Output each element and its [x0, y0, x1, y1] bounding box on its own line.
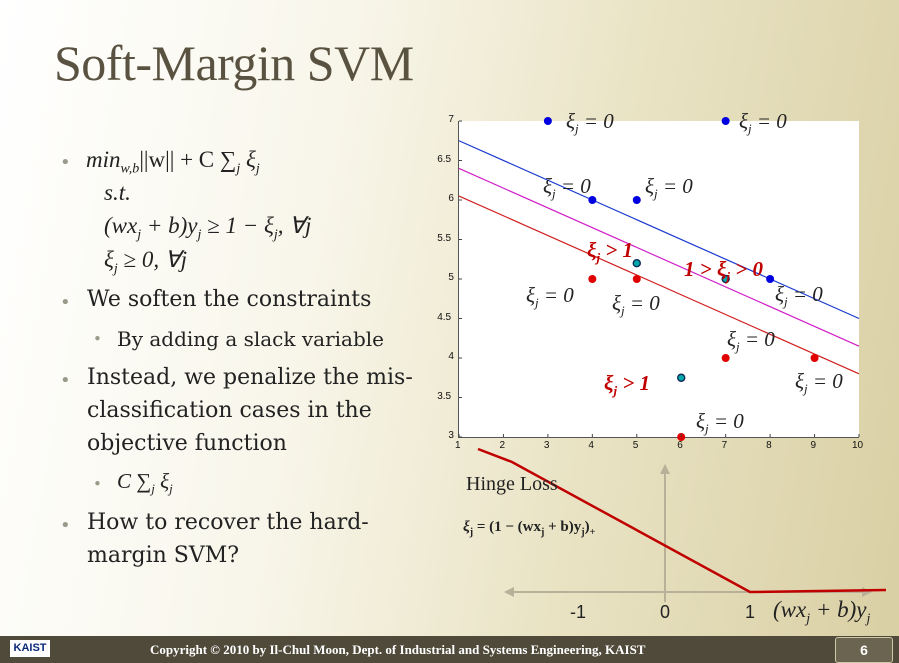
red-point [633, 275, 641, 283]
red-point [722, 354, 730, 362]
y-tick-label: 3.5 [437, 390, 452, 402]
y-tick-label: 6 [448, 193, 454, 204]
xi-label: $\xi_j = 0$ [566, 109, 614, 137]
bullet-soften: We soften the constraints [87, 287, 372, 312]
x-tick-label: 8 [766, 440, 772, 451]
constraint-2: $\xi_j \ge 0$, ∀j [104, 247, 187, 277]
bullet-penalize-2: classification cases in the [87, 398, 372, 423]
x-tick-label: 9 [810, 440, 817, 451]
hinge-x-tick-label: 1 [745, 602, 756, 622]
hinge-x-tick-label: -1 [570, 602, 587, 622]
y-tick-label: 3 [448, 430, 454, 441]
sub-bullet-dot: • [93, 330, 102, 348]
x-tick-label: 3 [543, 440, 550, 451]
kaist-logo: KAIST [10, 640, 50, 657]
y-tick-label: 6.5 [437, 153, 452, 165]
slide-title: Soft-Margin SVM [54, 35, 414, 91]
hinge-loss-formula: $\xi_j = (1 - (wx_j + b)y_j)_+$ [463, 519, 596, 538]
xi-label: $\xi_j = 0$ [526, 283, 574, 311]
y-tick-label: 7 [448, 114, 454, 125]
teal-point [678, 374, 685, 381]
bullet-slack: By adding a slack variable [117, 327, 385, 351]
bullet-recover-1: How to recover the hard- [87, 510, 369, 535]
x-tick-label: 1 [455, 440, 461, 451]
y-axis-arrow [660, 464, 670, 474]
red-point [588, 275, 596, 283]
bullet-dot: • [60, 515, 71, 536]
hinge-x-tick-label: 0 [660, 602, 671, 622]
xi-label: $\xi_j = 0$ [775, 282, 823, 310]
teal-point [633, 260, 640, 267]
y-tick-label: 4.5 [437, 311, 452, 323]
constraint-1: $(wx_j + b)y_j \ge 1 - \xi_j$, ∀j [104, 213, 312, 243]
hinge-xlabel: $(wx_j + b)y_j$ [773, 597, 871, 627]
st-label: s.t. [104, 180, 131, 205]
blue-point [633, 196, 641, 204]
xi-red-label: $1 > \xi_j > 0$ [684, 257, 763, 285]
x-tick-label: 5 [632, 440, 639, 451]
sum-xi-formula: C $\sum_j$ $\xi_j$ [117, 469, 173, 497]
red-point [811, 354, 819, 362]
bullet-dot: • [60, 152, 71, 173]
x-tick-label: 7 [721, 440, 728, 451]
hinge-loss-title: Hinge Loss [466, 473, 558, 495]
xi-label: $\xi_j = 0$ [795, 369, 843, 397]
blue-point [766, 275, 774, 283]
blue-point [722, 117, 730, 125]
xi-label: $\xi_j = 0$ [727, 327, 775, 355]
xi-label: $\xi_j = 0$ [696, 409, 744, 437]
bullet-dot: • [60, 370, 71, 391]
bullet-recover-2: margin SVM? [87, 543, 240, 568]
bullet-penalize-3: objective function [87, 431, 287, 456]
y-tick-label: 5 [448, 272, 454, 283]
x-tick-label: 4 [588, 440, 594, 451]
x-tick-label: 10 [852, 440, 864, 451]
sub-bullet-dot: • [93, 475, 102, 493]
xi-red-label: $\xi_j > 1$ [604, 371, 651, 399]
xi-label: $\xi_j = 0$ [543, 174, 591, 202]
blue-point [544, 117, 552, 125]
x-tick-label: 6 [677, 440, 683, 451]
x-tick-label: 2 [499, 440, 505, 451]
xi-label: $\xi_j = 0$ [645, 174, 693, 202]
xi-red-label: $\xi_j > 1$ [587, 238, 634, 266]
copyright-text: Copyright © 2010 by Il-Chul Moon, Dept. of Industrial and Systems Engineering, KAIST [150, 642, 646, 657]
bullet-dot: • [60, 292, 71, 313]
x-axis-left-arrow [504, 587, 514, 597]
xi-label: $\xi_j = 0$ [739, 109, 787, 137]
objective-formula: $\min_{w,b}||w|| + C$ $\sum_j$ $\xi_j$ [86, 147, 260, 177]
xi-label: $\xi_j = 0$ [612, 291, 660, 319]
bullet-penalize-1: Instead, we penalize the mis- [87, 365, 413, 390]
page-number: 6 [835, 637, 893, 663]
y-tick-label: 5.5 [437, 232, 452, 244]
x-axis-right-arrow [862, 587, 872, 597]
y-tick-label: 4 [448, 351, 454, 362]
